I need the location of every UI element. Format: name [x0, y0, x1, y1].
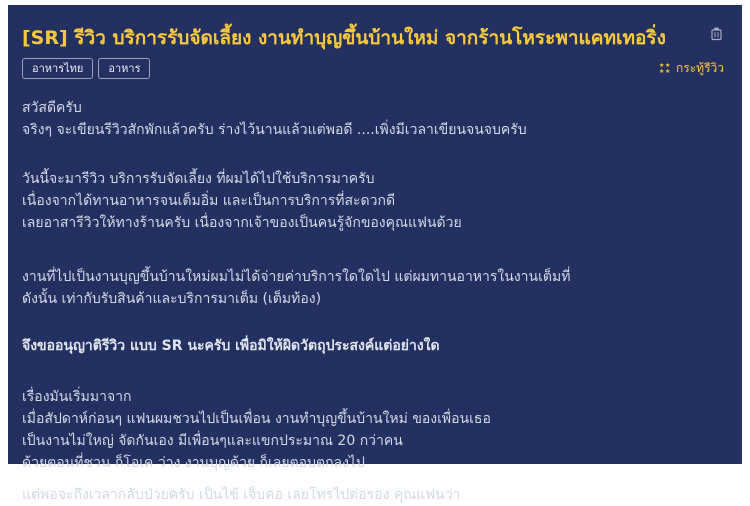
- post-line: วันนี้จะมารีวิว บริการรับจัดเลี้ยง ที่ผมได้ไปใช้บริการมาครับ: [22, 171, 375, 187]
- post-line: เมื่อสัปดาห์ก่อนๆ แฟนผมชวนไปเป็นเพื่อน งานทำบุญขึ้นบ้านใหม่ ของเพื่อนเธอ: [22, 411, 491, 427]
- tag-thai-food[interactable]: อาหารไทย: [22, 58, 93, 79]
- review-stars-icon: ★ ★ ★ ★: [659, 61, 671, 75]
- topic-title: [SR] รีวิว บริการรับจัดเลี้ยง งานทำบุญขึ้นบ้านใหม่ จากร้านโหระพาแคทเทอริ่ง: [22, 27, 666, 49]
- topic-panel: [8, 5, 742, 503]
- tag-list: [22, 58, 150, 79]
- post-line: จึงขออนุญาติรีวิว แบบ SR นะครับ เพื่อมิให้ผิดวัตถุประสงค์แต่อย่างใด: [22, 338, 440, 354]
- post-line: ด้วยตอนที่ชวน ก็โอเค ว่าง งานบุญด้วย ก็เลยตอบตกลงไป: [22, 455, 365, 471]
- post-line: เรื่องมันเริ่มมาจาก: [22, 389, 132, 405]
- post-line: ดังนั้น เท่ากับรับสินค้าและบริการมาเต็ม (เต็มท้อง): [22, 291, 322, 307]
- post-paragraph: [22, 386, 726, 474]
- topic-type-label: กระทู้รีวิว: [676, 61, 724, 75]
- post-paragraph: [22, 97, 726, 141]
- post-body: [22, 97, 726, 506]
- trash-icon[interactable]: [711, 27, 722, 43]
- post-line: เป็นงานไม่ใหญ่ จัดกันเอง มีเพื่อนๆและแขกประมาณ 20 กว่าคน: [22, 433, 403, 449]
- post-line: จริงๆ จะเขียนรีวิวสักพักแล้วครับ ร่างไว้นานแล้วแต่พอดี ....เพิ่งมีเวลาเขียนจนจบครับ: [22, 122, 527, 138]
- post-line: งานที่ไปเป็นงานบุญขึ้นบ้านใหม่ผมไม่ได้จ่ายค่าบริการใดใดไป แต่ผมทานอาหารในงานเต็มที่: [22, 269, 571, 285]
- post-line: สวัสดีครับ: [22, 100, 82, 116]
- post-paragraph: [22, 168, 726, 234]
- post-paragraph-bold: [22, 335, 726, 357]
- tag-food[interactable]: อาหาร: [98, 58, 150, 79]
- post-line: เลยอาสารีวิวให้ทางร้านครับ เนื่องจากเจ้าของเป็นคนรู้จักของคุณแฟนด้วย: [22, 215, 462, 231]
- topic-meta-row: [22, 58, 726, 79]
- post-line: แต่พอจะถึงเวลากลับป่วยครับ เป็นไข้ เจ็บคอ เลยโทรไปต่อรอง คุณแฟนว่า: [22, 487, 461, 503]
- topic-header: [22, 25, 726, 51]
- post-paragraph: [22, 266, 726, 310]
- post-line: เนื่องจากได้ทานอาหารจนเต็มอิ่ม และเป็นการบริการที่สะดวกดี: [22, 193, 396, 209]
- post-paragraph: [22, 484, 726, 506]
- topic-type-badge[interactable]: [659, 59, 724, 78]
